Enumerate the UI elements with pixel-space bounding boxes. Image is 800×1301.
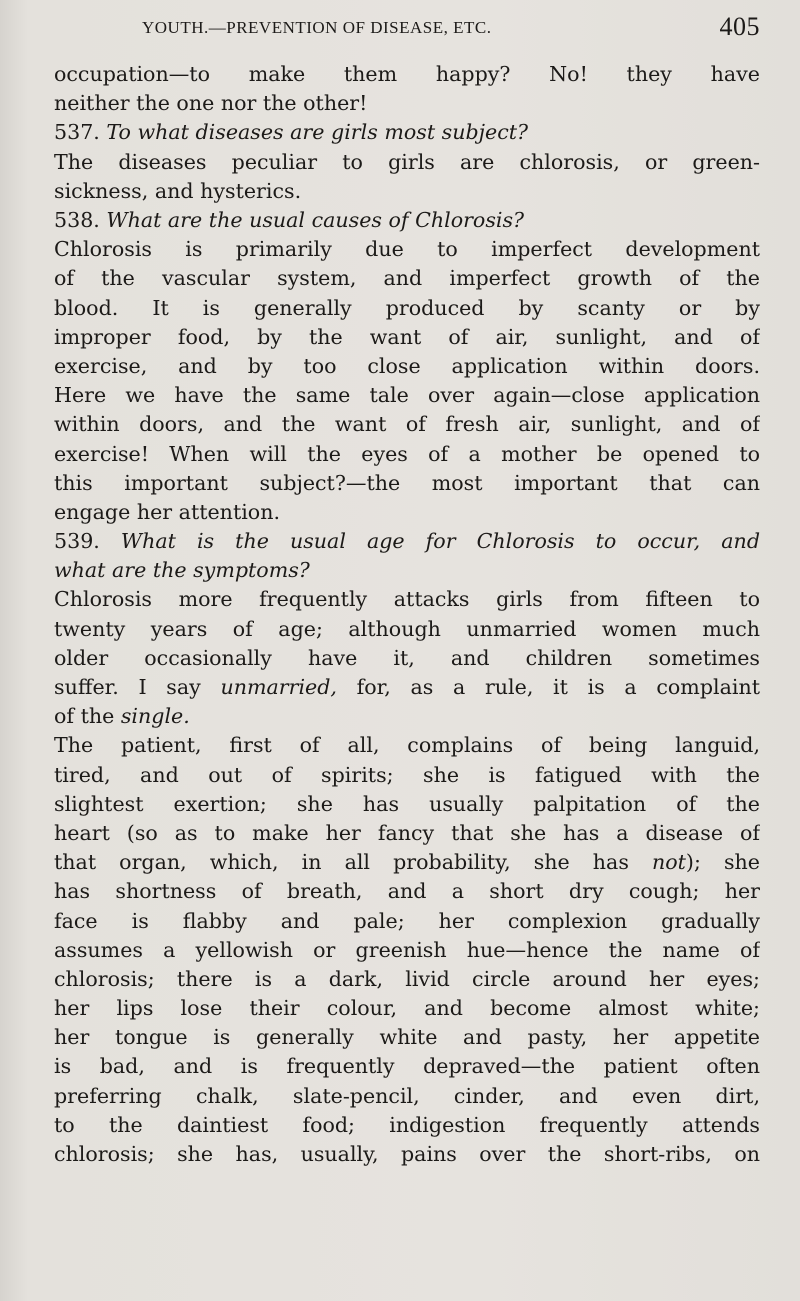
text-line: exercise, and by too close application within doors. — [54, 353, 760, 378]
text-line: neither the one nor the other! — [54, 91, 368, 116]
question-text: To what diseases are girls most subject? — [106, 120, 529, 145]
running-title: YOUTH.—PREVENTION OF DISEASE, ETC. — [142, 18, 492, 37]
text-line: blood. It is generally produced by scanty or by — [54, 295, 760, 320]
emphasis: not — [651, 850, 686, 875]
question-text: What is the usual age for Chlorosis to occur, and — [120, 529, 760, 554]
text-line: preferring chalk, slate-pencil, cinder, and even dirt, — [54, 1083, 760, 1108]
text-line: The diseases peculiar to girls are chlorosis, or green- — [54, 149, 760, 174]
text-line: within doors, and the want of fresh air, sunlight, and of — [54, 412, 760, 437]
text-line: heart (so as to make her fancy that she has a disease of — [54, 820, 760, 845]
page-number: 405 — [719, 12, 760, 41]
text-segment: for, as a rule, it is a complaint — [336, 675, 760, 700]
emphasis: unmarried, — [220, 675, 337, 700]
text-line: Chlorosis more frequently attacks girls from fifteen to — [54, 587, 760, 612]
text-line: chlorosis; there is a dark, livid circle around her eyes; — [54, 966, 760, 991]
text-segment: suffer. I say — [54, 675, 221, 700]
text-line — [54, 673, 760, 702]
text-line: tired, and out of spirits; she is fatigued with the — [54, 762, 760, 787]
text-line: her tongue is generally white and pasty, her appetite — [54, 1025, 760, 1050]
text-line: chlorosis; she has, usually, pains over the short-ribs, on — [54, 1142, 760, 1167]
text-line: Here we have the same tale over again—close application — [54, 383, 760, 408]
text-line: assumes a yellowish or greenish hue—hence the name of — [54, 937, 760, 962]
text-line: twenty years of age; although unmarried women much — [54, 616, 760, 641]
text-segment: that organ, which, in all probability, she has — [54, 850, 652, 875]
text-line: has shortness of breath, and a short dry cough; her — [54, 879, 760, 904]
text-line: sickness, and hysterics. — [54, 178, 302, 203]
text-line: is bad, and is frequently depraved—the patient often — [54, 1054, 760, 1079]
text-segment: of the — [54, 704, 121, 729]
text-line: her lips lose their colour, and become almost white; — [54, 996, 760, 1021]
text-line: occupation—to make them happy? No! they have — [54, 62, 760, 86]
question-text-line: what are the symptoms? — [54, 558, 310, 583]
text-line: older occasionally have it, and children sometimes — [54, 645, 760, 670]
text-line: The patient, first of all, complains of being languid, — [54, 733, 760, 758]
question-number: 538. — [54, 207, 100, 232]
text-line: to the daintiest food; indigestion frequently attends — [54, 1112, 760, 1137]
emphasis: single. — [120, 704, 190, 729]
body-text — [54, 60, 760, 1169]
question-line — [54, 206, 760, 235]
text-line — [54, 848, 760, 877]
text-line: of the vascular system, and imperfect growth of the — [54, 266, 760, 291]
text-line: slightest exertion; she has usually palpitation of the — [54, 791, 760, 816]
running-head — [54, 12, 760, 46]
question-text: What are the usual causes of Chlorosis? — [106, 207, 525, 232]
question-number: 539. — [54, 529, 100, 554]
text-line: exercise! When will the eyes of a mother be opened to — [54, 441, 760, 466]
text-line — [54, 702, 760, 731]
text-line: this important subject?—the most important that can — [54, 470, 760, 495]
text-line: improper food, by the want of air, sunlight, and of — [54, 324, 760, 349]
question-number: 537. — [54, 120, 100, 145]
question-line — [54, 118, 760, 147]
text-line: face is flabby and pale; her complexion gradually — [54, 908, 760, 933]
text-segment: ); she — [685, 850, 760, 875]
text-line: engage her attention. — [54, 499, 281, 524]
question-line — [54, 527, 760, 556]
text-line: Chlorosis is primarily due to imperfect development — [54, 237, 760, 262]
